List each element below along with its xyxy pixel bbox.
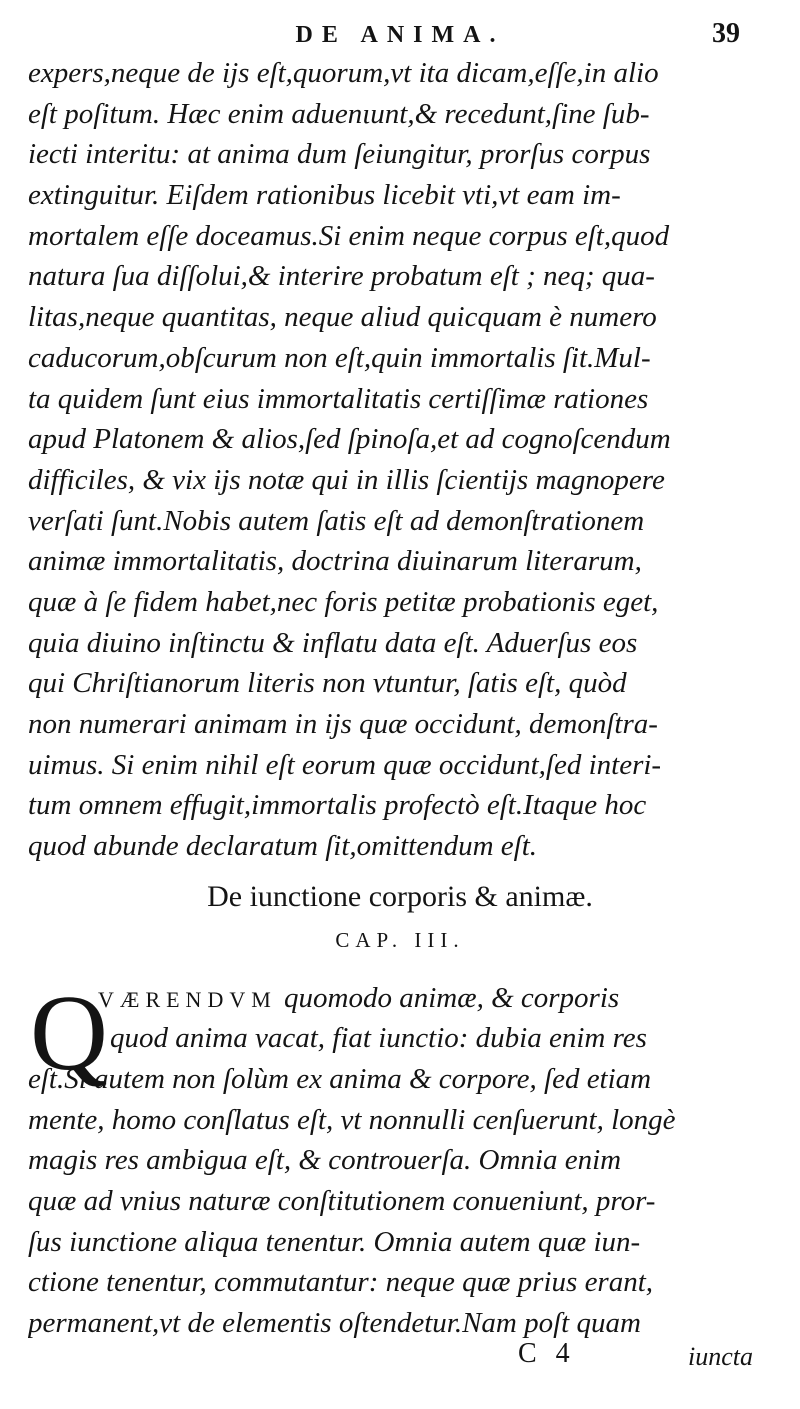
text-line: quæ ad vnius naturæ conſtitutionem conueniunt, pror- bbox=[28, 1185, 656, 1218]
chapter-first-line bbox=[98, 978, 778, 1019]
text-line: quod abunde declaratum ſit,omittendum eſt. bbox=[28, 830, 538, 863]
running-title: DE ANIMA. bbox=[295, 22, 505, 48]
text-line: ſus iunctione aliqua tenentur. Omnia autem quæ iun- bbox=[28, 1225, 641, 1258]
text-line: caducorum,obſcurum non eſt,quin immortalis ſit.Mul- bbox=[28, 341, 651, 374]
text-line: ctione tenentur, commutantur: neque quæ prius erant, bbox=[28, 1266, 654, 1299]
text-line: mente, homo conſlatus eſt, vt nonnulli cenſuerunt, longè bbox=[28, 1103, 676, 1136]
text-line: quia diuino inſtinctu & inflatu data eſt. Aduerſus eos bbox=[28, 626, 638, 659]
chapter-first-word: VÆRENDVM bbox=[98, 987, 277, 1012]
text-line: uimus. Si enim nihil eſt eorum quæ occidunt,ſed interi- bbox=[28, 748, 662, 781]
chapter-paragraph bbox=[28, 1059, 772, 1344]
text-line: litas,neque quantitas, neque aliud quicquam è numero bbox=[28, 301, 657, 334]
text-line: eſt.Si autem non ſolùm ex anima & corpore, ſed etiam bbox=[28, 1063, 652, 1095]
text-line: verſati ſunt.Nobis autem ſatis eſt ad demonſtrationem bbox=[28, 504, 645, 537]
catchword: iuncta bbox=[688, 1342, 753, 1371]
body-paragraph bbox=[28, 53, 772, 867]
text-line: animæ immortalitatis, doctrina diuinarum literarum, bbox=[28, 545, 642, 578]
text-line: mortalem eſſe doceamus.Si enim neque corpus eſt,quod bbox=[28, 219, 670, 252]
chapter-title: De iunctione corporis & animæ. bbox=[207, 880, 593, 913]
page-number: 39 bbox=[712, 18, 740, 49]
text-line: tum omnem effugit,immortalis profectò eſt.Itaque hoc bbox=[28, 789, 647, 822]
text-line: quæ à ſe fidem habet,nec foris petitæ probationis eget, bbox=[28, 585, 659, 618]
text-line: natura ſua diſſolui,& interire probatum eſt ; neq; qua- bbox=[28, 260, 655, 293]
chapter-number: CAP. III. bbox=[335, 928, 465, 952]
text-line: permanent,vt de elementis oſtendetur.Nam poſt quam bbox=[28, 1307, 641, 1340]
text-line: qui Chriſtianorum literis non vtuntur, ſatis eſt, quòd bbox=[28, 667, 627, 700]
text-line: iecti interitu: at anima dum ſeiungitur, prorſus corpus bbox=[28, 138, 651, 171]
text-line: difficiles, & vix ijs notæ qui in illis ſcientijs magnopere bbox=[28, 463, 665, 496]
text-line: eſt poſitum. Hæc enim aduenιunt,& recedunt,ſine ſub- bbox=[28, 97, 650, 130]
drop-cap: Q bbox=[30, 974, 108, 1093]
text-line: ta quidem ſunt eius immortalitatis certiſſimæ rationes bbox=[28, 382, 649, 415]
signature-mark: C 4 bbox=[518, 1338, 576, 1369]
text-line: apud Platonem & alios,ſed ſpinoſa,et ad cognoſcendum bbox=[28, 423, 671, 456]
text-line: magis res ambigua eſt, & controuerſa. Omnia enim bbox=[28, 1144, 622, 1177]
text-line: expers,neque de ijs eſt,quorum,vt ita dicam,eſſe,in alio bbox=[28, 57, 659, 89]
chapter-first-line-text: quomodo animæ, & corporis bbox=[276, 982, 620, 1014]
text-line: extinguitur. Eiſdem rationibus licebit vti,vt eam im- bbox=[28, 179, 621, 212]
chapter-second-line: quod anima vacat, fiat iunctio: dubia enim res bbox=[110, 1022, 647, 1054]
text-line: non numerari animam in ijs quæ occidunt, demonſtra- bbox=[28, 708, 658, 740]
